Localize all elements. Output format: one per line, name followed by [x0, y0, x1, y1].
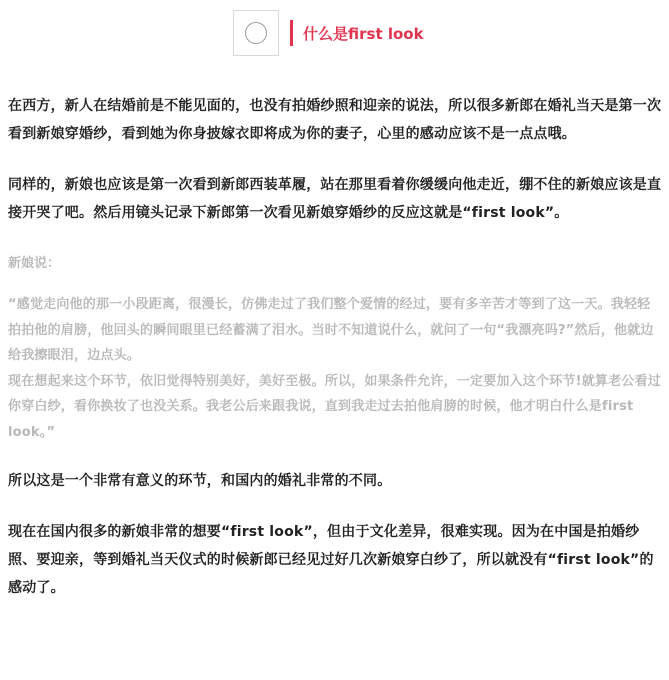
bride-quote-1: “感觉走向他的那一小段距离，很漫长，仿佛走过了我们整个爱情的经过，要有多辛苦才等到了这一天。我轻轻拍拍他的肩膀，他回头的瞬间眼里已经蓄满了泪水。当时不知道说什么，就问了一句“我漂亮吗?”然后，他就边给我擦眼泪，边点头。 [8, 297, 654, 363]
paragraph-2: 同样的，新娘也应该是第一次看到新郎西装革履，站在那里看着你缓缓向他走近，绷不住的新娘应该是直接开哭了吧。然后用镜头记录下新郎第一次看见新娘穿婚纱的反应这就是“first look”。 [8, 177, 662, 221]
paragraph-3: 所以这是一个非常有意义的环节，和国内的婚礼非常的不同。 [8, 473, 392, 489]
title-accent-bar [290, 20, 293, 46]
paragraph-4: 现在在国内很多的新娘非常的想要“first look”，但由于文化差异，很难实现。因为在中国是拍婚纱照、要迎亲，等到婚礼当天仪式的时候新郎已经见过好几次新娘穿白纱了，所以就没有“first look”的感动了。 [8, 524, 654, 596]
bride-says-label: 新娘说： [8, 256, 61, 271]
section-title: 什么是first look [303, 25, 424, 43]
bride-quote-2: 现在想起来这个环节，依旧觉得特别美好，美好至极。所以，如果条件允许，一定要加入这个环节!就算老公看过你穿白纱，看你换妆了也没关系。我老公后来跟我说，直到我走过去拍他肩膀的时候，他才明白什么是first look。” [8, 373, 661, 440]
circle-logo-icon [245, 22, 267, 44]
article-body [8, 92, 662, 602]
paragraph-1: 在西方，新人在结婚前是不能见面的，也没有拍婚纱照和迎亲的说法，所以很多新郎在婚礼当天是第一次看到新娘穿婚纱，看到她为你身披嫁衣即将成为你的妻子，心里的感动应该不是一点点哦。 [8, 98, 662, 142]
logo-box [233, 10, 279, 56]
section-header [0, 0, 669, 70]
